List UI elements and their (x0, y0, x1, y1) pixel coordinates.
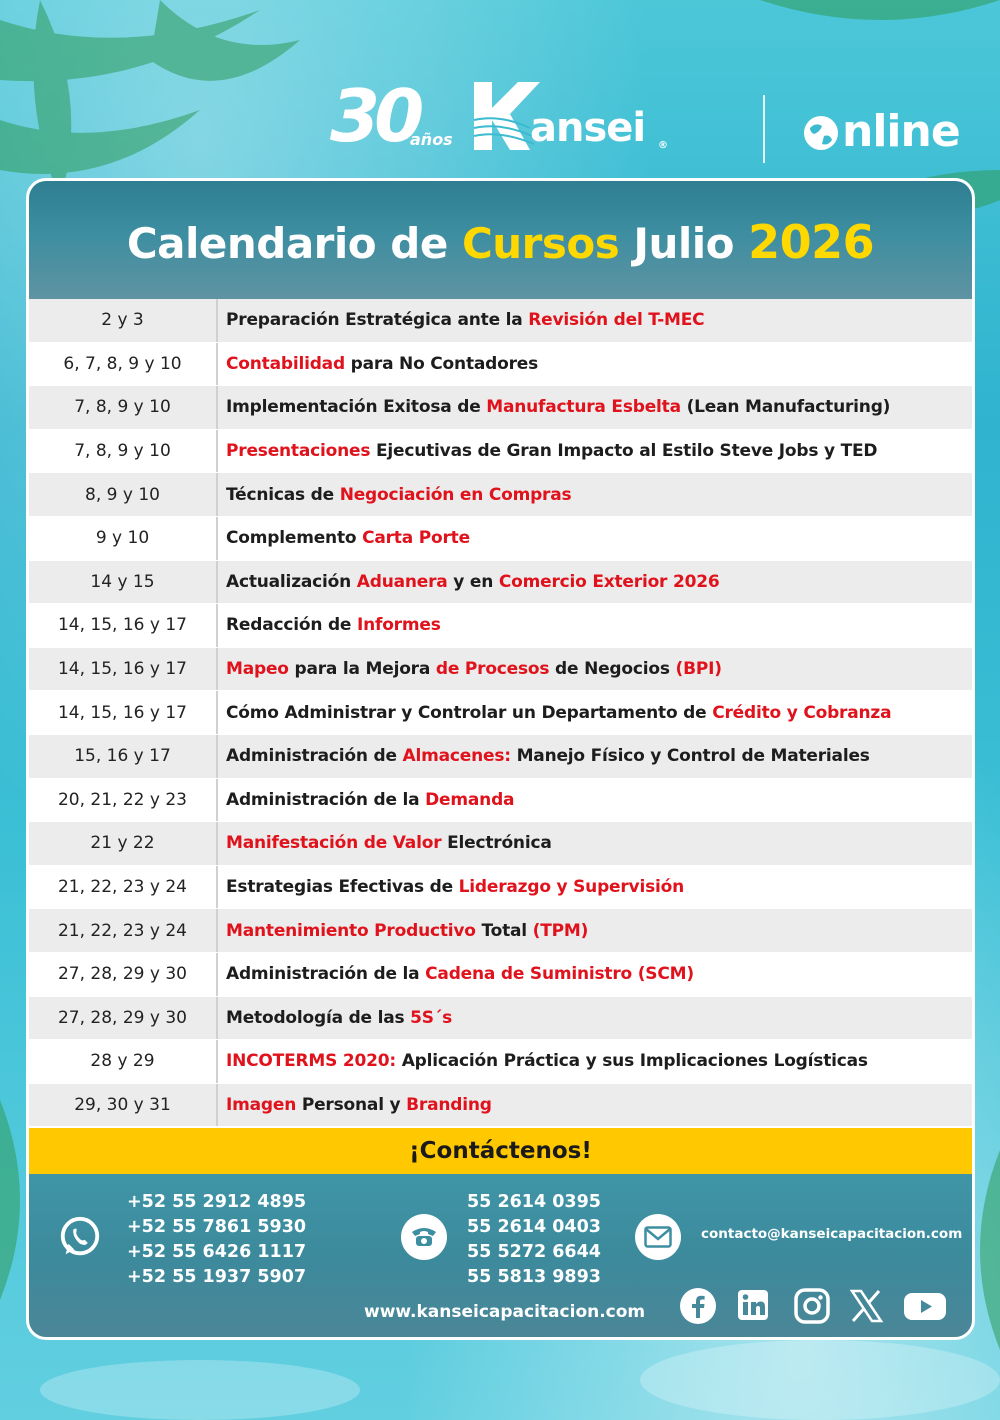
course-dates: 7, 8, 9 y 10 (29, 386, 218, 429)
whatsapp-number[interactable]: +52 55 6426 1117 (127, 1242, 307, 1262)
course-title-text: Redacción de (226, 615, 357, 636)
course-row (29, 299, 972, 343)
course-title-text: Cómo Administrar y Controlar un Departamento de (226, 702, 713, 723)
course-title-text: Electrónica (441, 833, 552, 854)
course-title-highlight: (BPI) (675, 659, 722, 680)
course-title-text: para No Contadores (344, 353, 539, 374)
whatsapp-icon[interactable] (57, 1214, 103, 1260)
course-row (29, 604, 972, 648)
course-row (29, 997, 972, 1041)
course-row (29, 343, 972, 387)
course-title-highlight: Branding (406, 1094, 492, 1115)
course-dates: 15, 16 y 17 (29, 735, 218, 778)
course-title-highlight: Cadena de Suministro (SCM) (425, 964, 694, 985)
youtube-icon[interactable] (903, 1287, 947, 1325)
course-title-text: Preparación Estratégica ante la (226, 310, 529, 331)
course-title-highlight: Revisión del T-MEC (528, 310, 705, 331)
course-title[interactable] (218, 397, 890, 417)
course-title-text: para la Mejora (288, 659, 436, 680)
course-dates: 6, 7, 8, 9 y 10 (29, 343, 218, 386)
course-table (29, 299, 972, 1127)
course-dates: 21, 22, 23 y 24 (29, 866, 218, 909)
course-dates: 28 y 29 (29, 1040, 218, 1083)
course-title[interactable] (218, 1051, 868, 1071)
kansei-logo (470, 80, 670, 155)
course-title[interactable] (218, 746, 870, 766)
brand-name: ansei (530, 105, 646, 151)
course-title[interactable] (218, 1008, 452, 1028)
x-icon[interactable] (847, 1287, 885, 1325)
whatsapp-number[interactable]: +52 55 1937 5907 (127, 1267, 307, 1287)
whatsapp-numbers (127, 1190, 306, 1290)
header-divider (763, 95, 765, 163)
course-dates: 7, 8, 9 y 10 (29, 430, 218, 473)
contact-heading: ¡Contáctenos! (29, 1128, 972, 1174)
course-title[interactable] (218, 528, 470, 548)
course-row (29, 430, 972, 474)
course-dates: 29, 30 y 31 (29, 1084, 218, 1127)
course-dates: 9 y 10 (29, 517, 218, 560)
course-title[interactable] (218, 354, 538, 374)
course-dates: 2 y 3 (29, 299, 218, 342)
course-title-text: Estrategias Efectivas de (226, 877, 459, 898)
course-title-text: Implementación Exitosa de (226, 397, 487, 418)
contact-footer (29, 1174, 972, 1340)
email-address[interactable]: contacto@kanseicapacitacion.com (701, 1226, 963, 1242)
course-row (29, 473, 972, 517)
course-title-text: Administración de la (226, 964, 426, 985)
online-logo (800, 108, 980, 158)
title-part-cursos: Cursos (461, 219, 620, 268)
course-title[interactable] (218, 703, 891, 723)
anniversary-word: años (410, 130, 453, 149)
course-row (29, 866, 972, 910)
course-title[interactable] (218, 790, 514, 810)
course-title[interactable] (218, 877, 684, 897)
course-title-text: Técnicas de (226, 484, 340, 505)
facebook-icon[interactable] (679, 1287, 717, 1325)
course-row (29, 909, 972, 953)
phone-number[interactable]: 55 2614 0395 (467, 1192, 601, 1212)
phone-number[interactable]: 55 5272 6644 (467, 1242, 601, 1262)
course-dates: 21 y 22 (29, 822, 218, 865)
course-title-highlight: Manufactura Esbelta (486, 397, 681, 418)
course-dates: 14, 15, 16 y 17 (29, 648, 218, 691)
course-title-text: (Lean Manufacturing) (680, 397, 891, 418)
online-text: nline (842, 106, 960, 157)
registered-mark: ® (658, 140, 668, 151)
globe-icon (802, 114, 840, 152)
course-title-text: Total (475, 920, 533, 941)
course-title[interactable] (218, 485, 571, 505)
phone-number[interactable]: 55 2614 0403 (467, 1217, 601, 1237)
course-title-highlight: Mapeo (226, 659, 289, 680)
course-title[interactable] (218, 921, 588, 941)
course-title-highlight: Presentaciones (226, 441, 371, 462)
course-title[interactable] (218, 615, 441, 635)
course-dates: 27, 28, 29 y 30 (29, 953, 218, 996)
course-title[interactable] (218, 1095, 492, 1115)
anniversary-number: 30 (330, 74, 419, 158)
course-title-highlight: Contabilidad (226, 353, 345, 374)
course-title-highlight: Negociación en Compras (339, 484, 572, 505)
course-title-text: Aplicación Práctica y sus Implicaciones Logísticas (395, 1051, 868, 1072)
course-title[interactable] (218, 310, 704, 330)
course-title-highlight: Almacenes: (402, 746, 511, 767)
course-row (29, 735, 972, 779)
course-title-text: Personal y (296, 1094, 407, 1115)
course-dates: 20, 21, 22 y 23 (29, 779, 218, 822)
course-title[interactable] (218, 833, 552, 853)
course-row (29, 822, 972, 866)
course-row (29, 386, 972, 430)
course-row (29, 648, 972, 692)
course-title-text: y en (447, 571, 499, 592)
course-title-text: de Negocios (549, 659, 676, 680)
course-row (29, 779, 972, 823)
course-row (29, 561, 972, 605)
phone-number[interactable]: 55 5813 9893 (467, 1267, 601, 1287)
course-title[interactable] (218, 441, 877, 461)
course-title-highlight: Informes (356, 615, 441, 636)
title-part-calendario: Calendario de (126, 219, 462, 268)
email-icon[interactable] (635, 1214, 681, 1260)
course-row (29, 691, 972, 735)
course-row (29, 1040, 972, 1084)
course-title-text: Ejecutivas de Gran Impacto al Estilo Steve Jobs y TED (370, 441, 878, 462)
whatsapp-number[interactable]: +52 55 2912 4895 (127, 1192, 307, 1212)
course-title-highlight: Aduanera (356, 571, 448, 592)
telephone-icon[interactable] (401, 1214, 447, 1260)
instagram-icon[interactable] (793, 1287, 831, 1325)
course-title[interactable] (218, 659, 722, 679)
course-title-highlight: Demanda (425, 789, 515, 810)
title-part-year: 2026 (748, 215, 875, 269)
course-title-text: Actualización (226, 571, 357, 592)
course-row (29, 517, 972, 561)
linkedin-icon[interactable] (735, 1287, 773, 1325)
course-title-highlight: Comercio Exterior 2026 (498, 571, 720, 592)
course-title[interactable] (218, 572, 719, 592)
course-dates: 14 y 15 (29, 561, 218, 604)
website-link[interactable]: www.kanseicapacitacion.com (364, 1302, 646, 1322)
course-title-highlight: (TPM) (532, 920, 589, 941)
title-part-month: Julio (619, 219, 749, 268)
page-title (126, 215, 875, 269)
course-title-highlight: Manifestación de Valor (226, 833, 442, 854)
course-dates: 8, 9 y 10 (29, 473, 218, 516)
phone-numbers (467, 1190, 601, 1290)
course-title-highlight: Mantenimiento Productivo (226, 920, 476, 941)
course-dates: 27, 28, 29 y 30 (29, 997, 218, 1040)
course-title-highlight: Liderazgo y Supervisión (458, 877, 684, 898)
course-title-text: Administración de la (226, 789, 426, 810)
course-title-highlight: 5S´s (410, 1007, 453, 1028)
course-title-text: Metodología de las (226, 1007, 411, 1028)
course-title-text: Administración de (226, 746, 403, 767)
course-title-highlight: INCOTERMS 2020: (226, 1051, 396, 1072)
course-row (29, 953, 972, 997)
course-calendar-card (26, 178, 975, 1340)
anniversary-logo (330, 74, 470, 158)
course-row (29, 1084, 972, 1128)
course-title-highlight: Crédito y Cobranza (712, 702, 892, 723)
course-title-highlight: Carta Porte (362, 528, 470, 549)
course-title[interactable] (218, 964, 694, 984)
course-dates: 14, 15, 16 y 17 (29, 691, 218, 734)
course-title-text: Complemento (226, 528, 363, 549)
course-dates: 14, 15, 16 y 17 (29, 604, 218, 647)
course-title-highlight: de Procesos (435, 659, 550, 680)
whatsapp-number[interactable]: +52 55 7861 5930 (127, 1217, 307, 1237)
title-bar (29, 181, 972, 299)
course-dates: 21, 22, 23 y 24 (29, 909, 218, 952)
course-title-highlight: Imagen (226, 1094, 297, 1115)
course-title-text: Manejo Físico y Control de Materiales (510, 746, 870, 767)
